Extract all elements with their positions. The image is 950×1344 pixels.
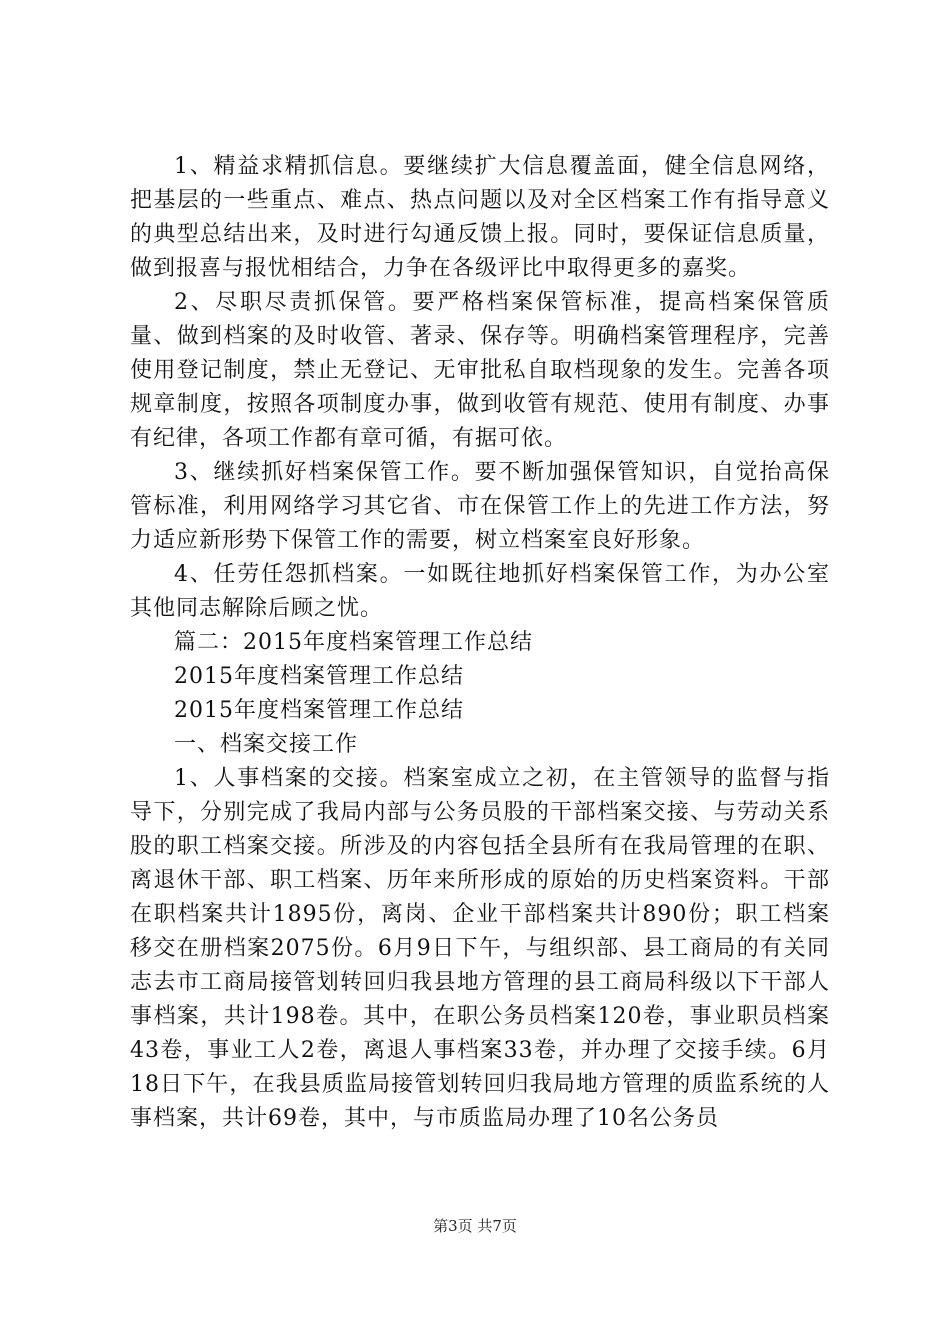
paragraph-storage-work: 3、继续抓好档案保管工作。要不断加强保管知识，自觉抬高保管标准，利用网络学习其它省、市在保管工作上的先进工作方法，努力适应新形势下保管工作的需要，树立档案室良好形象。 bbox=[130, 460, 830, 553]
paragraph-information: 1、精益求精抓信息。要继续扩大信息覆盖面，健全信息网络，把基层的一些重点、难点、热点问题以及对全区档案工作有指导意义的典型总结出来，及时进行勾通反馈上报。同时，要保证信息质量，做到报喜与报忧相结合，力争在各级评比中取得更多的嘉奖。 bbox=[130, 154, 830, 281]
document-title: 2015年度档案管理工作总结 bbox=[174, 664, 464, 689]
paragraph-archives: 4、任劳任怨抓档案。一如既往地抓好档案保管工作，为办公室其他同志解除后顾之忧。 bbox=[130, 562, 830, 621]
page-footer: 第3页 共7页 bbox=[433, 1217, 517, 1235]
paragraph-personnel-handover: 1、人事档案的交接。档案室成立之初，在主管领导的监督与指导下，分别完成了我局内部与公务员股的干部档案交接、与劳动关系股的职工档案交接。所涉及的内容包括全县所有在我局管理的在职、离退休干部、职工档案、历年来所形成的原始的历史档案资料。干部在职档案共计1895份，离岗、企业干部档案共计890份；职工档案移交在册档案2075份。6月9日下午，与组织部、县工商局的有关同志去市工商局接管划转回归我县地方管理的县工商局科级以下干部人事档案，共计198卷。其中，在职公务员档案120卷，事业职员档案43卷，事业工人2卷，离退人事档案33卷，并办理了交接手续。6月18日下午，在我县质监局接管划转回归我局地方管理的质监系统的人事档案，共计69卷，其中，与市质监局办理了10名公务员 bbox=[130, 766, 831, 1131]
document-body bbox=[130, 150, 830, 1136]
section-title-part-two: 篇二：2015年度档案管理工作总结 bbox=[174, 630, 533, 655]
document-subtitle: 2015年度档案管理工作总结 bbox=[174, 698, 464, 723]
section-heading-handover: 一、档案交接工作 bbox=[174, 732, 359, 757]
paragraph-custody: 2、尽职尽责抓保管。要严格档案保管标准，提高档案保管质量、做到档案的及时收管、著录、保存等。明确档案管理程序，完善使用登记制度，禁止无登记、无审批私自取档现象的发生。完善各项规章制度，按照各项制度办事，做到收管有规范、使用有制度、办事有纪律，各项工作都有章可循，有据可依。 bbox=[130, 290, 830, 451]
